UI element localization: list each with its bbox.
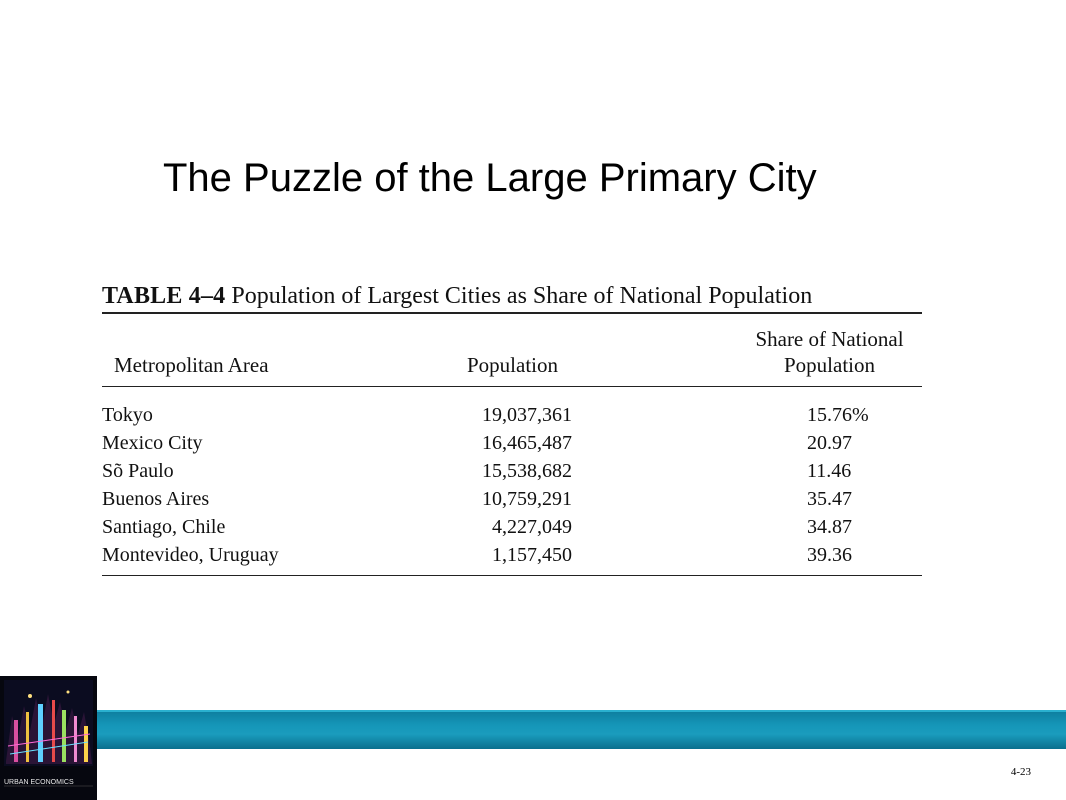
table-caption — [102, 280, 922, 312]
cell-area: Buenos Aires — [102, 487, 210, 510]
cell-share: 35.47 — [807, 487, 852, 510]
cell-share: 11.46 — [807, 459, 852, 482]
column-header-population — [467, 314, 737, 386]
cell-area: Mexico City — [102, 431, 203, 454]
cell-share: 34.87 — [807, 515, 852, 538]
slide-title: The Puzzle of the Large Primary City — [163, 156, 817, 200]
table-label: TABLE 4–4 — [102, 283, 226, 309]
cell-share: 20.97 — [807, 431, 852, 454]
cell-area: Santiago, Chile — [102, 515, 226, 538]
cell-population: 16,465,487 — [482, 431, 572, 454]
book-title: URBAN ECONOMICS — [4, 779, 74, 786]
header-row — [102, 314, 922, 386]
population-table — [102, 280, 922, 576]
cell-area: Tokyo — [102, 403, 153, 426]
cell-population: 10,759,291 — [482, 487, 572, 510]
table-row — [102, 541, 922, 575]
bottom-rule — [102, 575, 922, 576]
table-row — [102, 457, 922, 485]
table-row — [102, 387, 922, 429]
footer-band — [97, 712, 1066, 749]
table-row — [102, 429, 922, 457]
cell-population: 15,538,682 — [482, 459, 572, 482]
column-header-share-line1: Share of National — [755, 326, 904, 351]
column-header-share-line2: Population — [783, 352, 875, 377]
table-caption-text: Population of Largest Cities as Share of National Population — [231, 283, 813, 309]
page-number: 4-23 — [1010, 766, 1031, 778]
cell-share: 39.36 — [807, 543, 852, 566]
book-cover-image — [0, 676, 97, 800]
data-table — [102, 314, 922, 575]
column-header-share — [737, 314, 922, 386]
column-header-area: Metropolitan Area — [114, 352, 269, 377]
cell-population: 1,157,450 — [492, 543, 572, 566]
table-row — [102, 485, 922, 513]
cell-population: 19,037,361 — [482, 403, 572, 426]
table-row — [102, 513, 922, 541]
cell-area: Montevideo, Uruguay — [102, 543, 279, 566]
cell-area: Sõ Paulo — [102, 459, 174, 482]
cell-population: 4,227,049 — [492, 515, 572, 538]
cell-share: 15.76% — [807, 403, 869, 426]
column-header-population-label: Population — [467, 352, 559, 377]
